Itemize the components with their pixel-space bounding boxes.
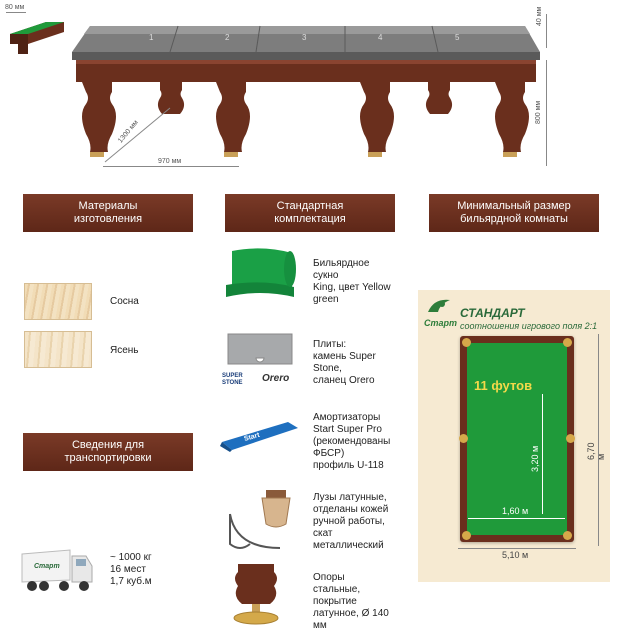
room-title: СТАНДАРТ	[460, 306, 525, 320]
pine-swatch	[24, 283, 92, 320]
room-header: Минимальный размер бильярдной комнаты	[429, 194, 599, 232]
kit-item-pocket: Лузы латунные, отделаны кожей ручной работы, скат металлический	[313, 492, 389, 551]
felt-cloth-icon	[222, 245, 298, 303]
pocket	[462, 531, 471, 540]
transport-details: ~ 1000 кг 16 мест 1,7 куб.м	[110, 552, 152, 587]
materials-header: Материалы изготовления	[23, 194, 193, 232]
material-label-ash: Ясень	[110, 345, 139, 356]
room-subtitle: соотношения игрового поля 2:1	[460, 321, 598, 331]
dim-cushion-width: 80 мм	[5, 4, 25, 11]
dim-thickness: 40 мм	[536, 6, 543, 26]
material-label-pine: Сосна	[110, 296, 139, 307]
dim-width: 970 мм	[158, 158, 182, 165]
kit-item-felt: Бильярдное сукно King, цвет Yellow green	[313, 258, 391, 305]
dim-inner-length: 3,20 м	[530, 445, 540, 472]
slate-number: 2	[225, 33, 230, 42]
cushion-label: Start	[243, 431, 261, 443]
kit-item-slate: Плиты: камень Super Stone, сланец Orero	[313, 339, 376, 386]
dim-inner-width: 1,60 м	[502, 506, 529, 516]
table-foot-icon	[228, 562, 284, 628]
slate-number: 4	[378, 33, 383, 42]
ash-swatch	[24, 331, 92, 368]
kit-item-foot: Опоры стальные, покрытие латунное, Ø 140 мм	[313, 572, 389, 631]
kit-item-cushion: Амортизаторы Start Super Pro (рекомендованы ФБСР) профиль U-118	[313, 412, 391, 471]
pocket	[459, 434, 468, 443]
orero-logo: Orero	[262, 373, 290, 384]
superstone-logo: SUPER STONE	[222, 373, 243, 386]
pocket	[563, 338, 572, 347]
dim-room-width: 5,10 м	[502, 550, 529, 560]
brand-logo-icon	[424, 296, 454, 316]
table-diagram	[0, 0, 617, 180]
pocket	[566, 434, 575, 443]
cushion-rubber-icon	[218, 418, 302, 454]
truck-brand-text: Старт	[34, 563, 60, 570]
cushion-profile-icon	[6, 12, 68, 54]
slate-plate-icon	[224, 330, 296, 368]
pocket	[563, 531, 572, 540]
kit-header: Стандартная комплектация	[225, 194, 395, 232]
table-size-label: 11 футов	[474, 378, 533, 393]
table-top-view	[460, 336, 574, 542]
truck-icon	[20, 548, 96, 594]
room-panel	[418, 290, 610, 582]
slate-number: 1	[149, 33, 154, 42]
slate-number: 3	[302, 33, 307, 42]
brand-name: Старт	[424, 318, 458, 328]
dim-height: 800 мм	[535, 100, 542, 124]
slate-number: 5	[455, 33, 460, 42]
pocket-net-icon	[226, 488, 300, 554]
pocket	[462, 338, 471, 347]
transport-header: Сведения для транспортировки	[23, 433, 193, 471]
dim-depth: 1300 мм	[117, 119, 140, 145]
dim-room-length: 6,70 м	[586, 442, 606, 460]
